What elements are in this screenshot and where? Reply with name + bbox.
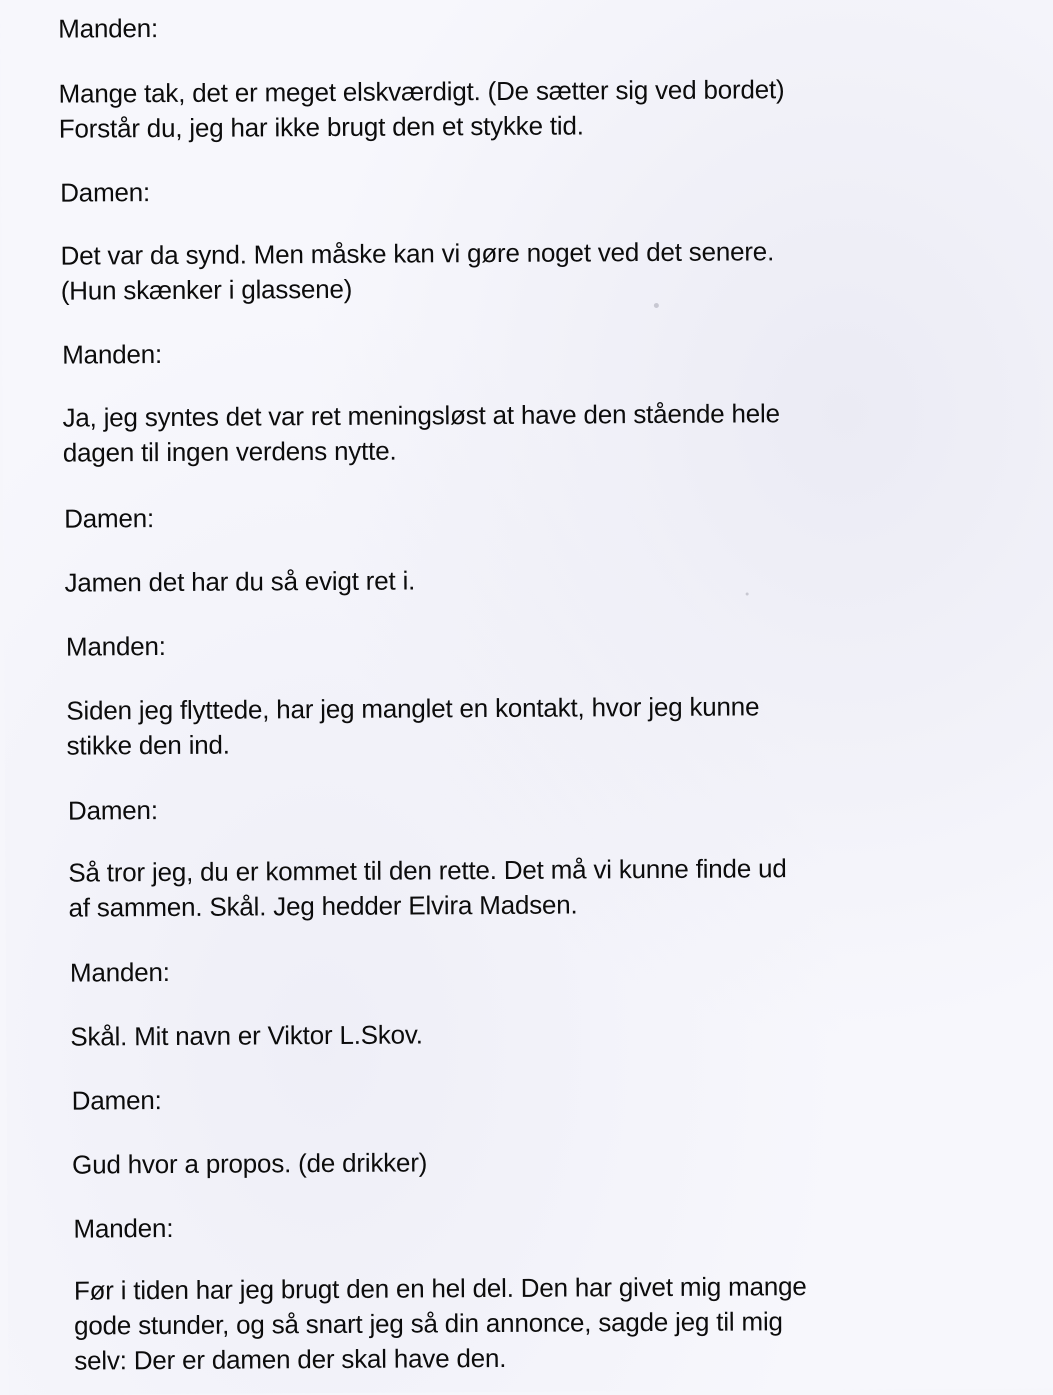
speaker-label: Manden: (62, 339, 163, 370)
dialogue-line: gode stunder, og så snart jeg så din annonce, sagde jeg til mig (74, 1306, 783, 1341)
dialogue-line: Det var da synd. Men måske kan vi gøre noget ved det senere. (60, 236, 775, 271)
scan-speck (654, 303, 659, 308)
speaker-label: Damen: (60, 177, 151, 208)
scan-speck (746, 592, 749, 595)
dialogue-line: selv: Der er damen der skal have den. (74, 1342, 507, 1376)
speaker-label: Manden: (73, 1212, 174, 1244)
dialogue-line: Siden jeg flyttede, har jeg manglet en kontakt, hvor jeg kunne (66, 691, 760, 726)
dialogue-line: Ja, jeg syntes det var ret meningsløst at have den stående hele (62, 398, 780, 433)
dialogue-line: Skål. Mit navn er Viktor L.Skov. (70, 1019, 423, 1052)
speaker-label: Damen: (67, 795, 158, 826)
dialogue-line: Jamen det har du så evigt ret i. (64, 565, 416, 598)
speaker-label: Manden: (69, 956, 170, 988)
dialogue-line: Forstår du, jeg har ikke brugt den et stykke tid. (58, 110, 584, 144)
speaker-label: Manden: (65, 630, 166, 662)
speaker-label: Damen: (64, 503, 155, 534)
dialogue-line: af sammen. Skål. Jeg hedder Elvira Madsen. (68, 889, 578, 923)
dialogue-line: dagen til ingen verdens nytte. (62, 435, 397, 468)
speaker-label: Manden: (58, 13, 159, 44)
speaker-label: Damen: (71, 1085, 162, 1116)
dialogue-line: Så tror jeg, du er kommet til den rette. Det må vi kunne finde ud (68, 853, 787, 888)
dialogue-line: Gud hvor a propos. (de drikker) (72, 1147, 428, 1180)
dialogue-line: Før i tiden har jeg brugt den en hel del. Den har givet mig mange (73, 1271, 807, 1306)
dialogue-line: (Hun skænker i glassene) (60, 273, 353, 306)
dialogue-line: stikke den ind. (66, 729, 230, 761)
dialogue-line: Mange tak, det er meget elskværdigt. (De sætter sig ved bordet) (58, 74, 785, 109)
